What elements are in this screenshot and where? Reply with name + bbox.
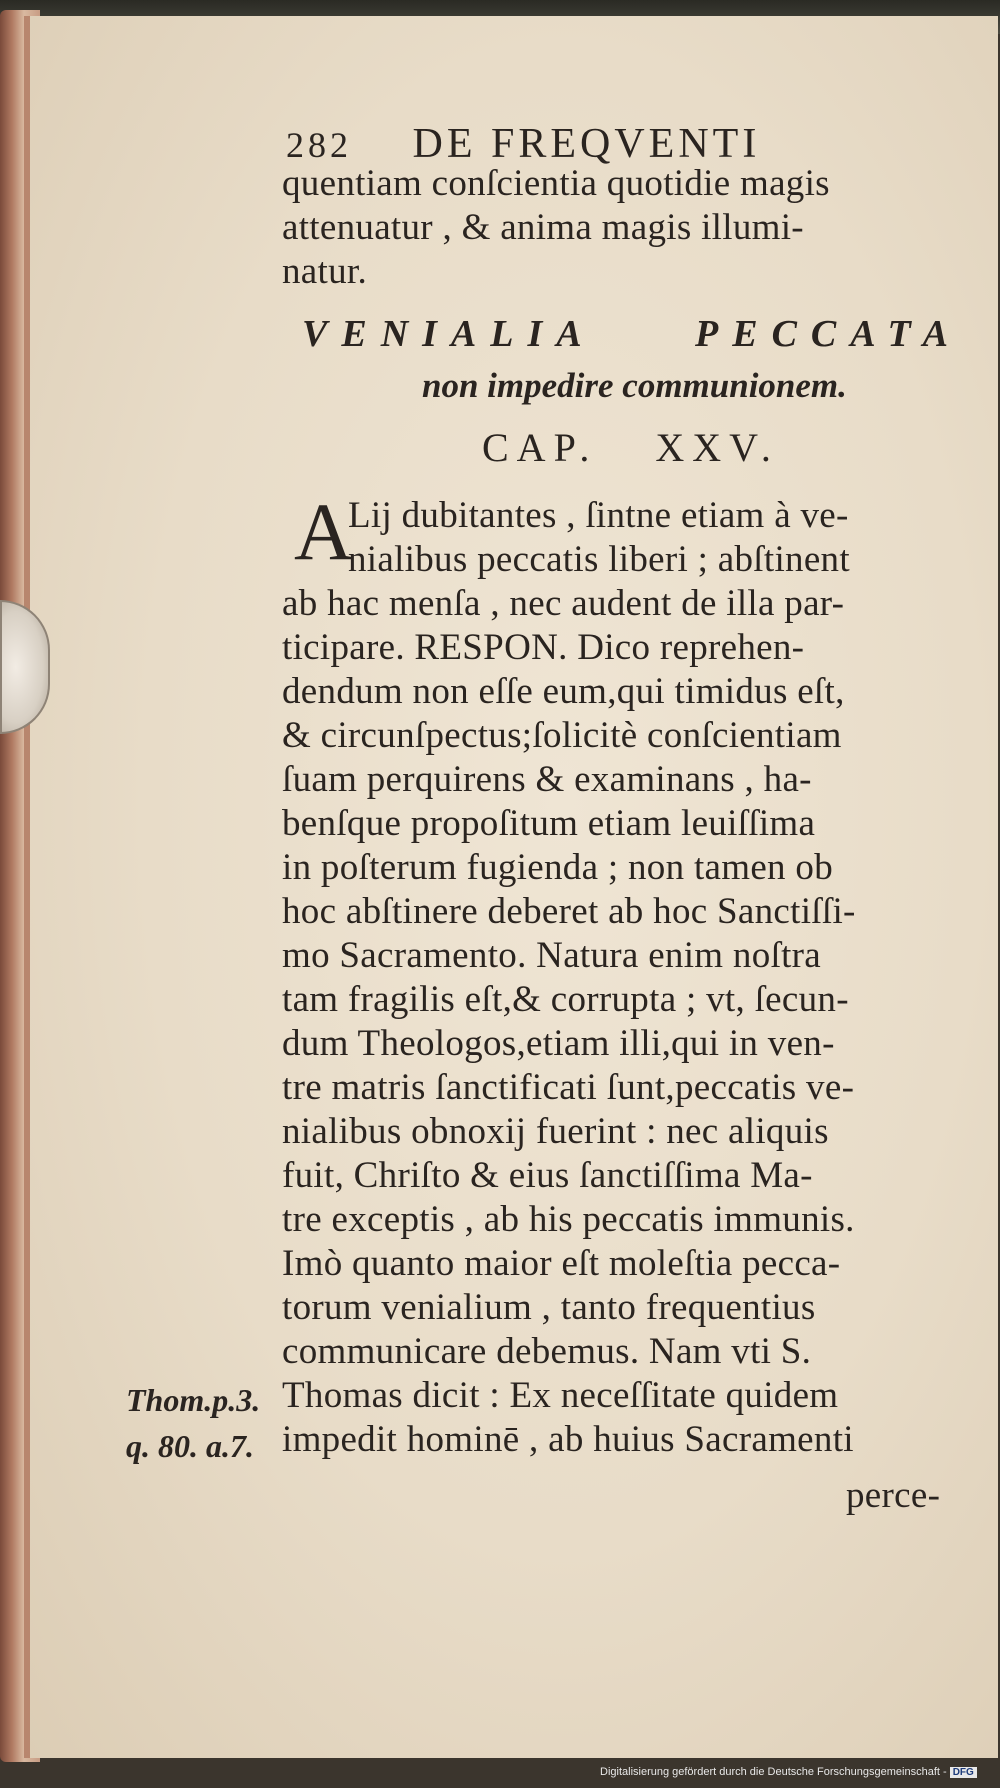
text-line: Lij dubitantes , ſintne etiam à ve- (348, 495, 849, 536)
page-number: 282 (286, 125, 352, 165)
text-line: tre exceptis , ab his peccatis immunis. (282, 1199, 855, 1240)
text-line: nialibus peccatis liberi ; abſtinent (348, 539, 850, 580)
text-line: torum venialium , tanto frequentius (282, 1287, 816, 1328)
section-heading-word: PECCATA (695, 313, 962, 355)
text-line: ab hac menſa , nec audent de illa par- (282, 583, 845, 624)
text-line: natur. (282, 251, 368, 292)
running-title: DE FREQVENTI (412, 121, 761, 167)
chapter-label: CAP. (482, 425, 598, 470)
drop-cap: A (294, 486, 354, 577)
text-line: nialibus obnoxij fuerint : nec aliquis (282, 1111, 829, 1152)
section-heading-word: VENIALIA (302, 313, 596, 355)
chapter-heading (482, 424, 779, 471)
text-line: & circunſpectus;ſolicitè conſcientiam (282, 715, 842, 756)
text-line: fuit, Chriſto & eius ſanctiſſima Ma- (282, 1155, 813, 1196)
text-line: communicare debemus. Nam vti S. (282, 1331, 812, 1372)
text-line: attenuatur , & anima magis illumi- (282, 207, 804, 248)
text-line: benſque propoſitum etiam leuiſſima (282, 803, 816, 844)
text-line: dum Theologos,etiam illi,qui in ven- (282, 1023, 835, 1064)
catchword: perce- (846, 1475, 941, 1516)
chapter-number: XXV. (655, 425, 779, 470)
section-heading-line2: non impedire communionem. (422, 366, 847, 405)
margin-note: q. 80. a.7. (126, 1428, 254, 1464)
margin-note: Thom.p.3. (126, 1382, 261, 1418)
footer-text: Digitalisierung gefördert durch die Deutsche Forschungsgemeinschaft - (600, 1766, 947, 1778)
text-line: tre matris ſanctificati ſunt,peccatis ve- (282, 1067, 855, 1108)
text-line: impedit hominē , ab huius Sacramenti (282, 1419, 854, 1460)
section-heading-line1 (302, 312, 962, 356)
book-page (24, 16, 998, 1758)
footer-credit (600, 1766, 977, 1778)
text-line: quentiam conſcientia quotidie magis (282, 163, 830, 204)
text-line: in poſterum fugienda ; non tamen ob (282, 847, 833, 888)
text-line: dendum non eſſe eum,qui timidus eſt, (282, 671, 845, 712)
page-content (30, 16, 998, 1758)
text-line: hoc abſtinere deberet ab hoc Sanctiſſi- (282, 891, 856, 932)
text-line: Imò quanto maior eſt moleſtia pecca- (282, 1243, 841, 1284)
text-line: mo Sacramento. Natura enim noſtra (282, 935, 822, 976)
text-line: Thomas dicit : Ex neceſſitate quidem (282, 1375, 839, 1416)
text-line: ticipare. RESPON. Dico reprehen- (282, 627, 805, 668)
dfg-logo: DFG (950, 1767, 977, 1778)
text-line: tam fragilis eſt,& corrupta ; vt, ſecun- (282, 979, 849, 1020)
text-line: ſuam perquirens & examinans , ha- (282, 759, 812, 800)
